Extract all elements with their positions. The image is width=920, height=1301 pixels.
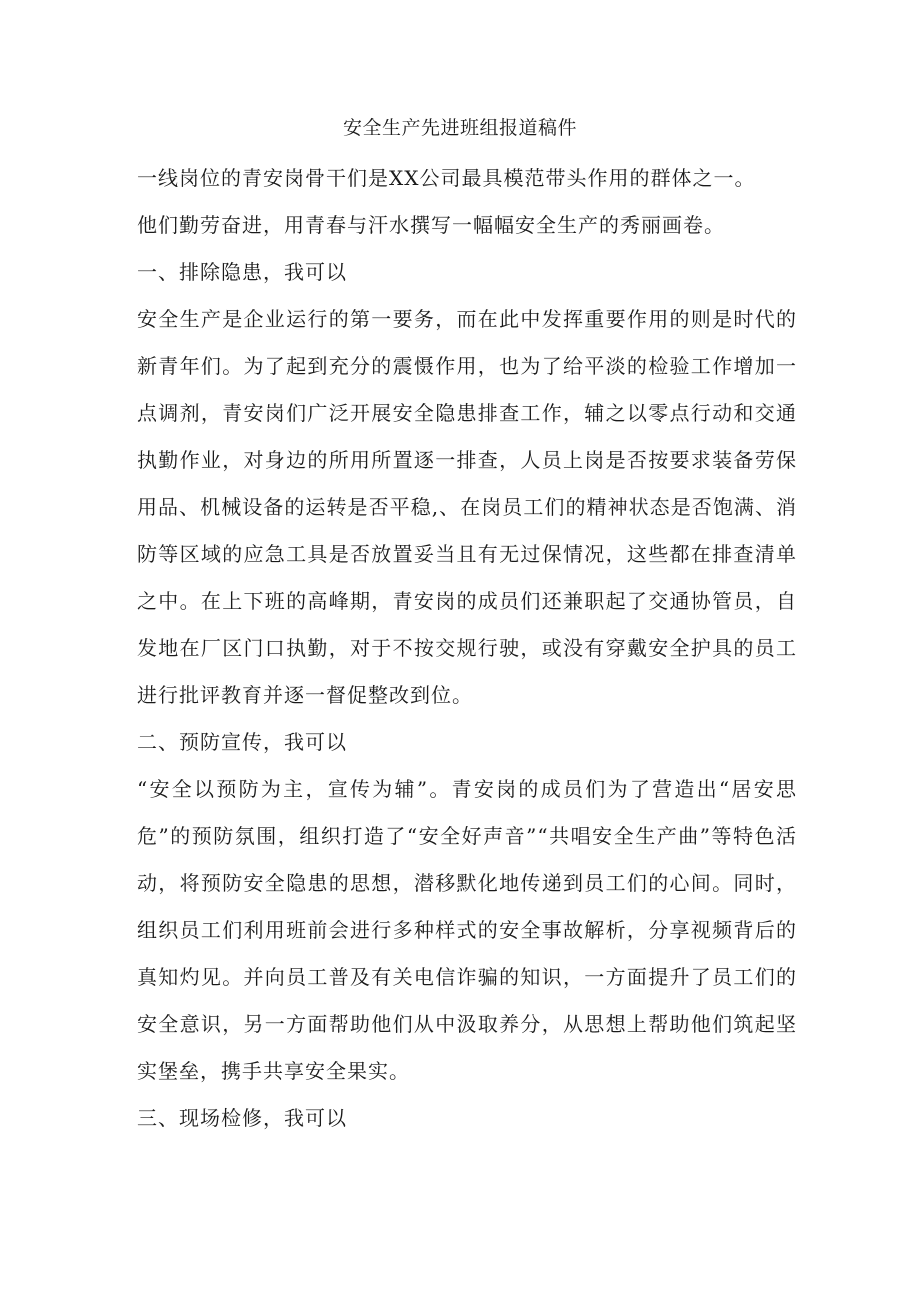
section-2-heading: 二、预防宣传，我可以 [137,730,347,754]
intro-line-1: 一线岗位的青安岗骨干们是XX公司最具模范带头作用的群体之一。 [137,166,756,190]
section-3-heading: 三、现场检修，我可以 [137,1106,347,1130]
section-1-paragraph: 安全生产是企业运行的第一要务，而在此中发挥重要作用的则是时代的新青年们。为了起到充分的震慑作用，也为了给平淡的检验工作增加一点调剂，青安岗们广泛开展安全隐患排查工作，辅之以零点行动和交通执勤作业，对身边的所用所置逐一排查，人员上岗是否按要求装备劳保用品、机械设备的运转是否平稳,、在岗员工们的精神状态是否饱满、消防等区域的应急工具是否放置妥当且有无过保情况，这些都在排查清单之中。在上下班的高峰期，青安岗的成员们还兼职起了交通协管员，自发地在厂区门口执勤，对于不按交规行驶，或没有穿戴安全护具的员工进行批评教育并逐一督促整改到位。 [137,307,797,707]
section-1-heading: 一、排除隐患，我可以 [137,260,347,284]
section-2-paragraph: “安全以预防为主，宣传为辅”。青安岗的成员们为了营造出“居安思危”的预防氛围，组织打造了“安全好声音”“共唱安全生产曲”等特色活动，将预防安全隐患的思想，潜移默化地传递到员工们的心间。同时，组织员工们利用班前会进行多种样式的安全事故解析，分享视频背后的真知灼见。并向员工普及有关电信诈骗的知识，一方面提升了员工们的安全意识，另一方面帮助他们从中汲取养分，从思想上帮助他们筑起坚实堡垒，携手共享安全果实。 [137,777,797,1083]
document-title: 安全生产先进班组报道稿件 [342,117,577,139]
document-body [137,155,797,1142]
intro-line-2: 他们勤劳奋进，用青春与汗水撰写一幅幅安全生产的秀丽画卷。 [137,213,725,237]
